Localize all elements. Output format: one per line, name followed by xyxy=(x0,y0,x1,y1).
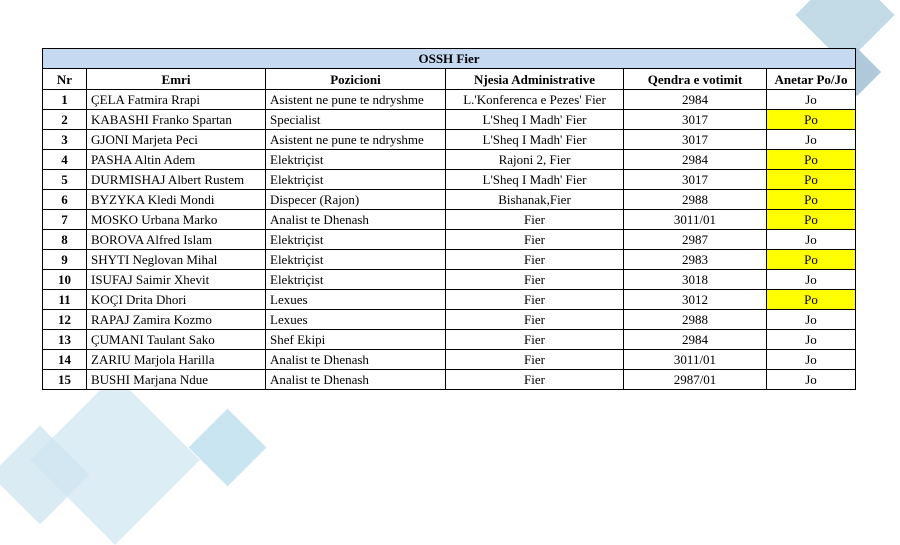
cell-pozicioni: Elektriçist xyxy=(266,250,446,270)
table-row xyxy=(43,130,856,150)
cell-pozicioni: Analist te Dhenash xyxy=(266,370,446,390)
cell-qendra: 3011/01 xyxy=(624,350,767,370)
cell-nr: 4 xyxy=(43,150,87,170)
cell-nr: 3 xyxy=(43,130,87,150)
cell-pozicioni: Lexues xyxy=(266,310,446,330)
table-row xyxy=(43,90,856,110)
cell-qendra: 3012 xyxy=(624,290,767,310)
cell-qendra: 2988 xyxy=(624,310,767,330)
cell-qendra: 3017 xyxy=(624,170,767,190)
decor-square-bottom-mid xyxy=(189,409,267,487)
cell-qendra: 3011/01 xyxy=(624,210,767,230)
cell-anetar: Po xyxy=(767,290,856,310)
table-row xyxy=(43,110,856,130)
table-row xyxy=(43,250,856,270)
column-header-nr: Nr xyxy=(43,69,87,90)
table-row xyxy=(43,350,856,370)
cell-emri: RAPAJ Zamira Kozmo xyxy=(87,310,266,330)
cell-emri: BUSHI Marjana Ndue xyxy=(87,370,266,390)
cell-njesia: L.'Konferenca e Pezes' Fier xyxy=(446,90,624,110)
cell-anetar: Jo xyxy=(767,130,856,150)
table-caption-row xyxy=(43,49,856,69)
cell-njesia: Fier xyxy=(446,210,624,230)
cell-pozicioni: Dispecer (Rajon) xyxy=(266,190,446,210)
cell-nr: 1 xyxy=(43,90,87,110)
cell-nr: 2 xyxy=(43,110,87,130)
table-header-row xyxy=(43,69,856,90)
table-row xyxy=(43,170,856,190)
cell-anetar: Po xyxy=(767,190,856,210)
cell-njesia: L'Sheq I Madh' Fier xyxy=(446,130,624,150)
cell-anetar: Jo xyxy=(767,330,856,350)
cell-anetar: Po xyxy=(767,170,856,190)
column-header-pozicioni: Pozicioni xyxy=(266,69,446,90)
table-row xyxy=(43,290,856,310)
cell-nr: 6 xyxy=(43,190,87,210)
cell-pozicioni: Analist te Dhenash xyxy=(266,350,446,370)
cell-qendra: 2987/01 xyxy=(624,370,767,390)
cell-nr: 10 xyxy=(43,270,87,290)
cell-emri: ISUFAJ Saimir Xhevit xyxy=(87,270,266,290)
cell-qendra: 2987 xyxy=(624,230,767,250)
cell-anetar: Jo xyxy=(767,350,856,370)
cell-qendra: 3017 xyxy=(624,110,767,130)
table-row xyxy=(43,310,856,330)
cell-emri: PASHA Altin Adem xyxy=(87,150,266,170)
table-row xyxy=(43,230,856,250)
cell-pozicioni: Analist te Dhenash xyxy=(266,210,446,230)
table-row xyxy=(43,150,856,170)
cell-pozicioni: Elektriçist xyxy=(266,270,446,290)
cell-nr: 11 xyxy=(43,290,87,310)
cell-anetar: Po xyxy=(767,150,856,170)
cell-emri: ÇELA Fatmira Rrapi xyxy=(87,90,266,110)
table-title: OSSH Fier xyxy=(43,49,856,69)
cell-pozicioni: Elektriçist xyxy=(266,230,446,250)
table-row xyxy=(43,210,856,230)
cell-anetar: Po xyxy=(767,250,856,270)
column-header-anetar: Anetar Po/Jo xyxy=(767,69,856,90)
cell-emri: ZARIU Marjola Harilla xyxy=(87,350,266,370)
cell-qendra: 2984 xyxy=(624,90,767,110)
column-header-njesia: Njesia Administrative xyxy=(446,69,624,90)
cell-pozicioni: Asistent ne pune te ndryshme xyxy=(266,130,446,150)
cell-nr: 7 xyxy=(43,210,87,230)
cell-qendra: 2983 xyxy=(624,250,767,270)
member-table xyxy=(42,48,856,390)
cell-njesia: Bishanak,Fier xyxy=(446,190,624,210)
cell-njesia: Fier xyxy=(446,330,624,350)
table-row xyxy=(43,190,856,210)
cell-anetar: Jo xyxy=(767,270,856,290)
cell-emri: BOROVA Alfred Islam xyxy=(87,230,266,250)
cell-emri: KABASHI Franko Spartan xyxy=(87,110,266,130)
cell-njesia: Fier xyxy=(446,310,624,330)
cell-qendra: 2988 xyxy=(624,190,767,210)
cell-nr: 9 xyxy=(43,250,87,270)
cell-nr: 12 xyxy=(43,310,87,330)
cell-anetar: Jo xyxy=(767,310,856,330)
cell-nr: 8 xyxy=(43,230,87,250)
cell-anetar: Jo xyxy=(767,90,856,110)
cell-njesia: Rajoni 2, Fier xyxy=(446,150,624,170)
table-row xyxy=(43,370,856,390)
cell-njesia: Fier xyxy=(446,350,624,370)
cell-pozicioni: Lexues xyxy=(266,290,446,310)
cell-emri: BYZYKA Kledi Mondi xyxy=(87,190,266,210)
cell-nr: 15 xyxy=(43,370,87,390)
cell-anetar: Po xyxy=(767,110,856,130)
cell-njesia: L'Sheq I Madh' Fier xyxy=(446,170,624,190)
cell-njesia: Fier xyxy=(446,270,624,290)
cell-pozicioni: Elektriçist xyxy=(266,170,446,190)
column-header-emri: Emri xyxy=(87,69,266,90)
cell-emri: KOÇI Drita Dhori xyxy=(87,290,266,310)
column-header-qendra: Qendra e votimit xyxy=(624,69,767,90)
cell-qendra: 2984 xyxy=(624,330,767,350)
cell-emri: DURMISHAJ Albert Rustem xyxy=(87,170,266,190)
cell-nr: 13 xyxy=(43,330,87,350)
cell-anetar: Jo xyxy=(767,370,856,390)
cell-pozicioni: Elektriçist xyxy=(266,150,446,170)
table-row xyxy=(43,270,856,290)
cell-nr: 5 xyxy=(43,170,87,190)
cell-anetar: Jo xyxy=(767,230,856,250)
table-row xyxy=(43,330,856,350)
cell-pozicioni: Shef Ekipi xyxy=(266,330,446,350)
cell-qendra: 2984 xyxy=(624,150,767,170)
cell-emri: GJONI Marjeta Peci xyxy=(87,130,266,150)
cell-pozicioni: Asistent ne pune te ndryshme xyxy=(266,90,446,110)
cell-qendra: 3017 xyxy=(624,130,767,150)
cell-anetar: Po xyxy=(767,210,856,230)
cell-nr: 14 xyxy=(43,350,87,370)
cell-emri: MOSKO Urbana Marko xyxy=(87,210,266,230)
cell-pozicioni: Specialist xyxy=(266,110,446,130)
cell-njesia: Fier xyxy=(446,250,624,270)
cell-njesia: Fier xyxy=(446,290,624,310)
cell-emri: SHYTI Neglovan Mihal xyxy=(87,250,266,270)
cell-qendra: 3018 xyxy=(624,270,767,290)
cell-emri: ÇUMANI Taulant Sako xyxy=(87,330,266,350)
cell-njesia: Fier xyxy=(446,370,624,390)
cell-njesia: L'Sheq I Madh' Fier xyxy=(446,110,624,130)
cell-njesia: Fier xyxy=(446,230,624,250)
